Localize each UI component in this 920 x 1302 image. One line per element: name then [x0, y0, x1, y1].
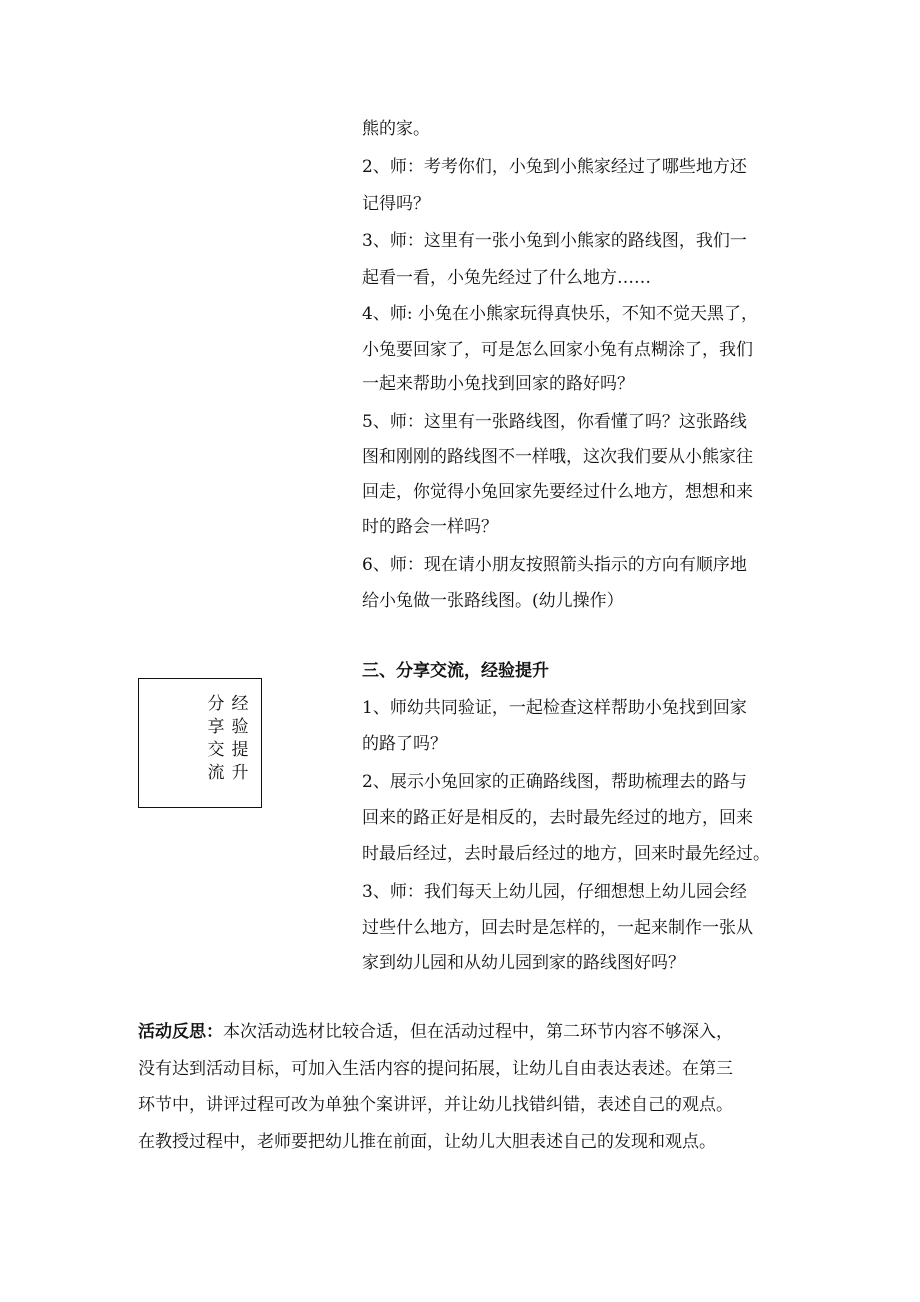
body-line: 家到幼儿园和从幼儿园到家的路线图好吗？ — [362, 953, 685, 973]
reflection-line: 在教授过程中，老师要把幼儿推在前面，让幼儿大胆表述自己的发现和观点。 — [138, 1132, 716, 1152]
body-line: 3、师：我们每天上幼儿园，仔细想想上幼儿园会经 — [362, 882, 747, 902]
body-line: 3、师：这里有一张小兔到小熊家的路线图，我们一 — [362, 231, 747, 251]
section-label-box — [138, 678, 262, 808]
body-line: 熊的家。 — [362, 119, 430, 139]
body-line: 2、师：考考你们，小兔到小熊家经过了哪些地方还 — [362, 157, 747, 177]
body-line: 过些什么地方，回去时是怎样的，一起来制作一张从 — [362, 918, 753, 938]
body-line: 小兔要回家了，可是怎么回家小兔有点糊涂了，我们 — [362, 340, 753, 360]
body-line: 记得吗？ — [362, 194, 430, 214]
body-line: 4、师: 小兔在小熊家玩得真快乐，不知不觉天黑了， — [362, 304, 758, 324]
body-line: 图和刚刚的路线图不一样哦，这次我们要从小熊家往 — [362, 447, 753, 467]
body-line: 时最后经过，去时最后经过的地方，回来时最先经过。 — [362, 844, 770, 864]
body-line: 时的路会一样吗？ — [362, 517, 498, 537]
body-line: 起看一看，小兔先经过了什么地方…… — [362, 268, 651, 288]
section-label-col-right: 经验提升 — [231, 694, 249, 783]
section-heading: 三、分享交流，经验提升 — [362, 661, 549, 681]
body-line: 的路了吗？ — [362, 734, 447, 754]
section-label-col-left: 分享交流 — [207, 694, 225, 783]
reflection-text: 本次活动选材比较合适，但在活动过程中，第二环节内容不够深入， — [223, 1022, 733, 1042]
body-line: 2、展示小兔回家的正确路线图，帮助梳理去的路与 — [362, 772, 747, 792]
body-line: 1、师幼共同验证，一起检查这样帮助小兔找到回家 — [362, 698, 747, 718]
body-line: 6、师：现在请小朋友按照箭头指示的方向有顺序地 — [362, 555, 747, 575]
reflection-line: 环节中，讲评过程可改为单独个案讲评，并让幼儿找错纠错，表述自己的观点。 — [138, 1095, 733, 1115]
body-line: 回走，你觉得小兔回家先要经过什么地方，想想和来 — [362, 482, 753, 502]
body-line: 5、师：这里有一张路线图，你看懂了吗？这张路线 — [362, 412, 747, 432]
body-line: 回来的路正好是相反的，去时最先经过的地方，回来 — [362, 808, 753, 828]
body-line: 给小兔做一张路线图。(幼儿操作） — [362, 591, 624, 611]
body-line: 一起来帮助小兔找到回家的路好吗？ — [362, 374, 634, 394]
reflection-first-line — [138, 1021, 733, 1043]
reflection-line: 没有达到活动目标，可加入生活内容的提问拓展，让幼儿自由表达表述。在第三 — [138, 1059, 733, 1079]
reflection-label: 活动反思： — [138, 1022, 223, 1042]
